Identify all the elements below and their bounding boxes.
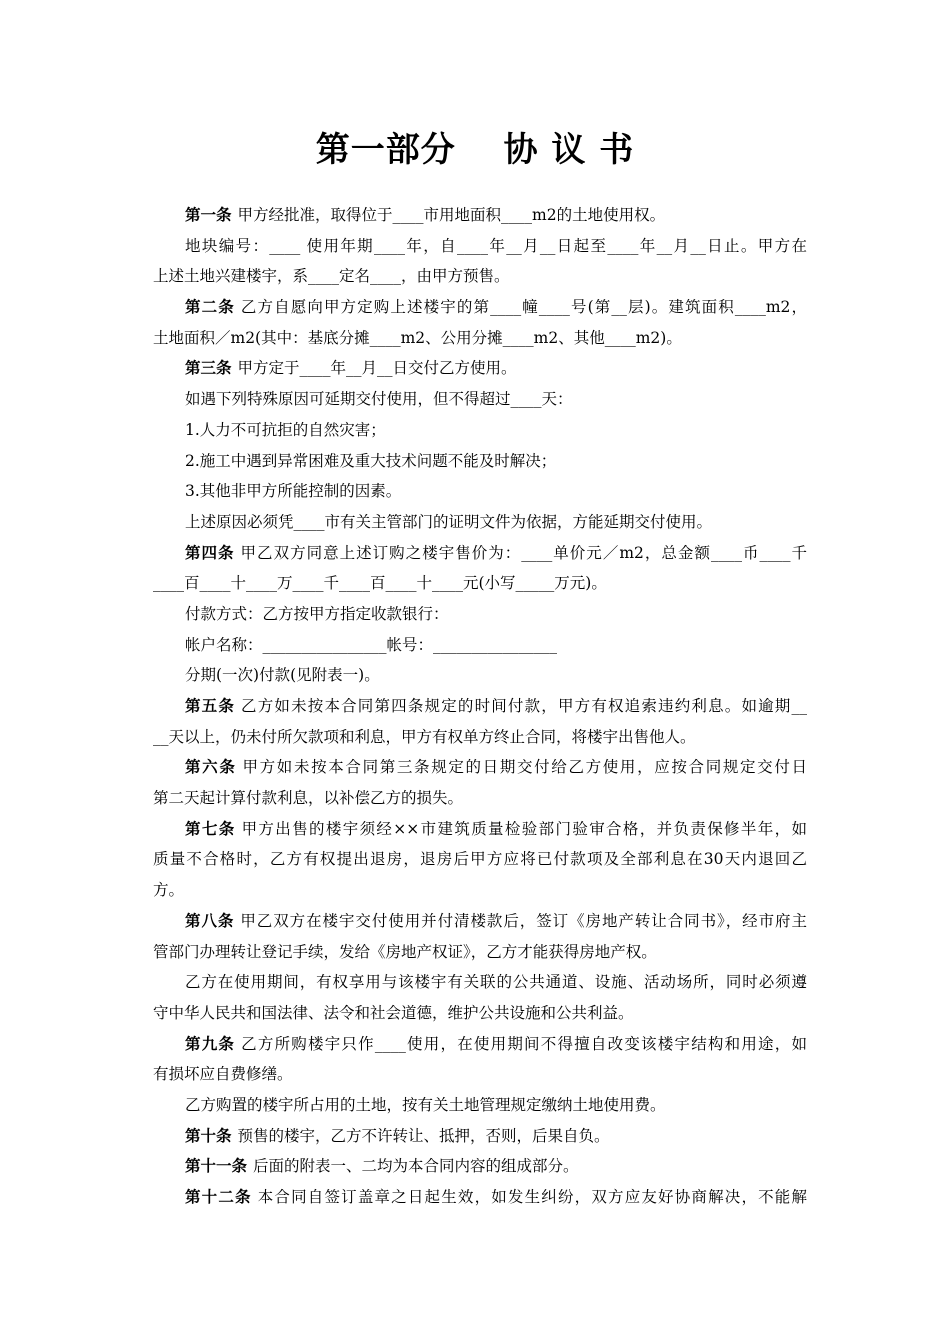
- clause-label: 第二条: [185, 298, 235, 317]
- clause-label: 第十条: [185, 1126, 232, 1145]
- clause-line: [153, 844, 807, 875]
- clause-text: 甲方出售的楼宇须经××市建筑质量检验部门验审合格，并负责保修半年，如: [241, 819, 807, 838]
- clause-line: [153, 538, 807, 569]
- clause-text: 有损坏应自费修缮。: [153, 1065, 293, 1084]
- clause-line: [153, 261, 807, 292]
- clause-line: [153, 476, 807, 507]
- clause-label: 第一条: [185, 206, 232, 224]
- clause-label: 第六条: [185, 758, 237, 777]
- clause-line: [153, 1059, 807, 1090]
- page-title: 第一部分 协 议 书: [315, 130, 635, 170]
- clause-line: [153, 1090, 807, 1121]
- clause-label: 第五条: [185, 697, 236, 715]
- clause-line: [153, 691, 807, 722]
- clause-line: [153, 1029, 807, 1060]
- clause-text: 乙方购置的楼宇所占用的土地，按有关土地管理规定缴纳土地使用费。: [185, 1095, 666, 1114]
- clause-text: 乙方自愿向甲方定购上述楼宇的第____幢____号(第__层)。建筑面积____m2，: [240, 298, 807, 317]
- clause-line: [153, 353, 807, 384]
- clause-line: [153, 875, 807, 906]
- clause-text: 付款方式：乙方按甲方指定收款银行：: [185, 604, 449, 623]
- clause-label: 第四条: [185, 543, 235, 562]
- clause-text: 帐户名称：________________帐号：________________: [185, 635, 558, 654]
- clause-text: 预售的楼宇，乙方不许转让、抵押，否则，后果自负。: [237, 1126, 610, 1145]
- clause-text: 乙方所购楼宇只作____使用，在使用期间不得擅自改变该楼宇结构和用途，如: [241, 1034, 807, 1053]
- clause-text: 2.施工中遇到异常困难及重大技术问题不能及时解决；: [185, 451, 557, 470]
- clause-line: [153, 599, 807, 630]
- clause-text: 地块编号：____ 使用年期____年，自____年__月__日起至____年__月__日止。甲方在: [185, 236, 807, 255]
- clause-text: 3.其他非甲方所能控制的因素。: [185, 482, 402, 501]
- clause-text: 上述原因必须凭____市有关主管部门的证明文件为依据，方能延期交付使用。: [185, 512, 713, 531]
- clause-line: [153, 415, 807, 446]
- clause-text: 第二天起计算付款利息，以补偿乙方的损失。: [153, 789, 464, 808]
- clause-text: 管部门办理转让登记手续，发给《房地产权证》，乙方才能获得房地产权。: [153, 942, 657, 961]
- clause-text: 后面的附表一、二均为本合同内容的组成部分。: [253, 1157, 579, 1176]
- clause-line: [153, 384, 807, 415]
- clause-text: 甲方经批准，取得位于____市用地面积____m2的土地使用权。: [237, 206, 666, 224]
- clause-line: [153, 446, 807, 477]
- clause-line: [153, 660, 807, 691]
- clause-line: [153, 1151, 807, 1182]
- clause-label: 第七条: [185, 819, 236, 838]
- clause-label: 第十二条: [185, 1188, 252, 1206]
- clause-label: 第十一条: [185, 1157, 248, 1176]
- clause-line: [153, 967, 807, 998]
- clause-line: [153, 937, 807, 968]
- clause-line: [153, 630, 807, 661]
- clause-text: 质量不合格时，乙方有权提出退房，退房后甲方应将已付款项及全部利息在30天内退回乙: [153, 850, 807, 869]
- clause-text: 本合同自签订盖章之日起生效，如发生纠纷，双方应友好协商解决，不能解: [257, 1188, 807, 1206]
- clause-line: [153, 814, 807, 845]
- clause-text: 乙方如未按本合同第四条规定的时间付款，甲方有权追索违约利息。如逾期__: [241, 697, 807, 715]
- clause-text: 土地面积／m2(其中：基底分摊____m2、公用分摊____m2、其他____m2)。: [153, 328, 682, 347]
- clause-line: [153, 507, 807, 538]
- clause-text: 甲乙双方同意上述订购之楼宇售价为：____单价元／m2，总金额____币____千: [240, 543, 807, 562]
- clause-text: 甲方定于____年__月__日交付乙方使用。: [237, 359, 517, 378]
- clause-line: [153, 568, 807, 599]
- clause-text: 1.人力不可抗拒的自然灾害；: [185, 420, 386, 439]
- clause-line: [153, 722, 807, 753]
- clause-label: 第八条: [185, 911, 235, 930]
- clause-text: 乙方在使用期间，有权享用与该楼宇有关联的公共通道、设施、活动场所，同时必须遵: [185, 973, 807, 992]
- clause-text: 甲乙双方在楼宇交付使用并付清楼款后，签订《房地产转让合同书》，经市府主: [240, 911, 807, 930]
- clause-text: __天以上，仍未付所欠款项和利息，甲方有权单方终止合同，将楼宇出售他人。: [153, 727, 696, 746]
- clause-text: 守中华人民共和国法律、法令和社会道德，维护公共设施和公共利益。: [153, 1003, 634, 1022]
- clause-text: 分期(一次)付款(见附表一)。: [185, 666, 380, 685]
- clause-line: [153, 323, 807, 354]
- clause-text: 甲方如未按本合同第三条规定的日期交付给乙方使用，应按合同规定交付日: [242, 758, 807, 777]
- clause-text: 上述土地兴建楼宇，系____定名____，由甲方预售。: [153, 267, 510, 286]
- clause-line: [153, 906, 807, 937]
- clause-text: ____百____十____万____千____百____十____元(小写_____万元)。: [153, 574, 607, 593]
- clause-line: [153, 998, 807, 1029]
- contract-body: [153, 200, 807, 1213]
- clause-line: [153, 292, 807, 323]
- clause-line: [153, 231, 807, 262]
- clause-line: [153, 200, 807, 231]
- clause-text: 如遇下列特殊原因可延期交付使用，但不得超过____天：: [185, 390, 573, 409]
- clause-line: [153, 783, 807, 814]
- clause-line: [153, 1121, 807, 1152]
- clause-label: 第九条: [185, 1034, 236, 1053]
- clause-line: [153, 752, 807, 783]
- clause-text: 方。: [153, 881, 185, 900]
- clause-line: [153, 1182, 807, 1213]
- clause-label: 第三条: [185, 359, 232, 378]
